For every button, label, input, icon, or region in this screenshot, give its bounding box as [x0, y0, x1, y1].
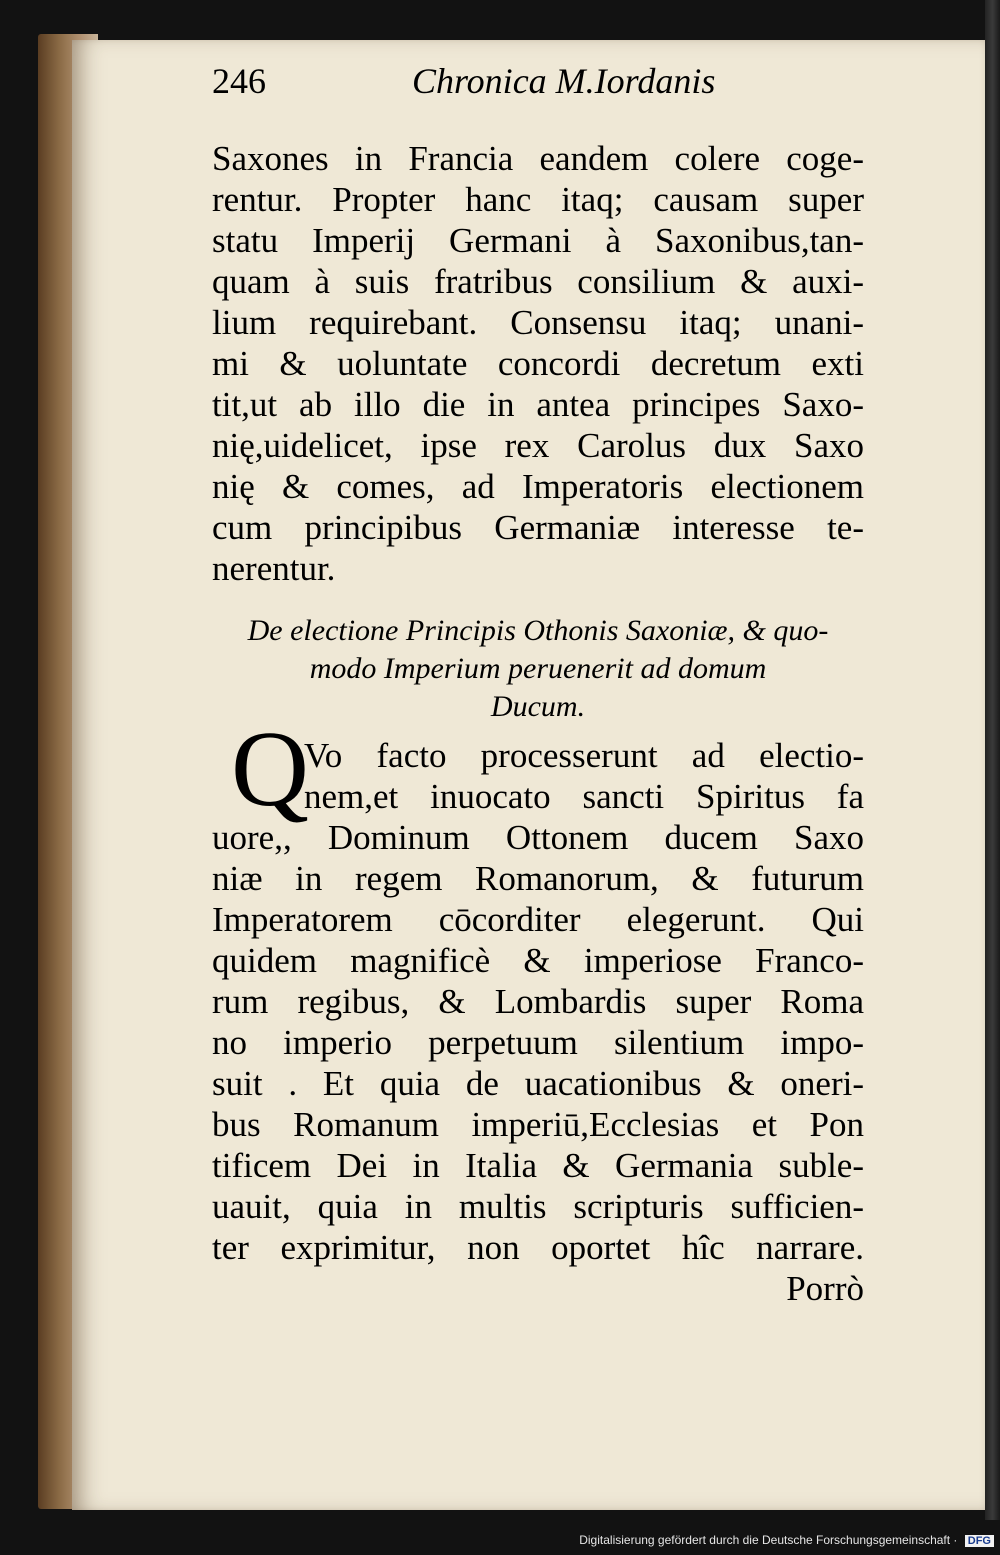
- credit-text: Digitalisierung gefördert durch die Deutsche Forschungsgemeinschaft ·: [579, 1533, 958, 1547]
- digitization-credit: [573, 1531, 1000, 1549]
- drop-cap-initial: Q: [231, 710, 309, 829]
- paragraph-2: [212, 735, 864, 1309]
- text-line: no imperio perpetuum silentium impo-: [212, 1023, 864, 1062]
- heading-line: Ducum.: [490, 690, 586, 723]
- text-line: rum regibus, & Lombardis super Roma: [212, 982, 864, 1021]
- text-line: nem,et inuocato sancti Spiritus fa: [304, 777, 864, 816]
- running-title: Chronica M.Iordanis: [412, 61, 716, 101]
- text-line: nerentur.: [212, 549, 336, 588]
- text-line: tit,ut ab illo die in antea principes Saxo-: [212, 385, 864, 424]
- running-head: [212, 60, 812, 110]
- heading-line: modo Imperium peruenerit ad domum: [309, 652, 767, 685]
- text-line: quidem magnificè & imperiose Franco-: [212, 941, 864, 980]
- text-line: statu Imperij Germani à Saxonibus,tan-: [212, 221, 864, 260]
- section-heading: [212, 612, 864, 726]
- paragraph-1: [212, 138, 864, 589]
- text-line: mi & uoluntate concordi decretum exti: [212, 344, 864, 383]
- catchword: Porrò: [786, 1269, 864, 1308]
- text-line: nię & comes, ad Imperatoris electionem: [212, 467, 864, 506]
- text-line: suit . Et quia de uacationibus & oneri-: [212, 1064, 864, 1103]
- text-line: uore,, Dominum Ottonem ducem Saxo: [212, 818, 864, 857]
- text-line: quam à suis fratribus consilium & auxi-: [212, 262, 864, 301]
- text-line: Saxones in Francia eandem colere coge-: [212, 139, 864, 178]
- text-line: nię,uidelicet, ipse rex Carolus dux Saxo: [212, 426, 864, 465]
- text-line: uauit, quia in multis scripturis sufficien-: [212, 1187, 864, 1226]
- scan-border: [985, 0, 1000, 1520]
- text-line: Imperatorem cōcorditer elegerunt. Qui: [212, 900, 864, 939]
- dfg-logo: DFG: [965, 1535, 994, 1547]
- text-line: niæ in regem Romanorum, & futurum: [212, 859, 864, 898]
- text-line: Vo facto processerunt ad electio-: [304, 736, 864, 775]
- text-line: lium requirebant. Consensu itaq; unani-: [212, 303, 864, 342]
- text-line: rentur. Propter hanc itaq; causam super: [212, 180, 864, 219]
- text-line: tificem Dei in Italia & Germania suble-: [212, 1146, 864, 1185]
- page-number: 246: [212, 61, 266, 101]
- text-line: cum principibus Germaniæ interesse te-: [212, 508, 864, 547]
- heading-line: De electione Principis Othonis Saxoniæ, & quo-: [247, 614, 829, 647]
- text-line: bus Romanum imperiū,Ecclesias et Pon: [212, 1105, 864, 1144]
- text-line: ter exprimitur, non oportet hîc narrare.: [212, 1228, 864, 1267]
